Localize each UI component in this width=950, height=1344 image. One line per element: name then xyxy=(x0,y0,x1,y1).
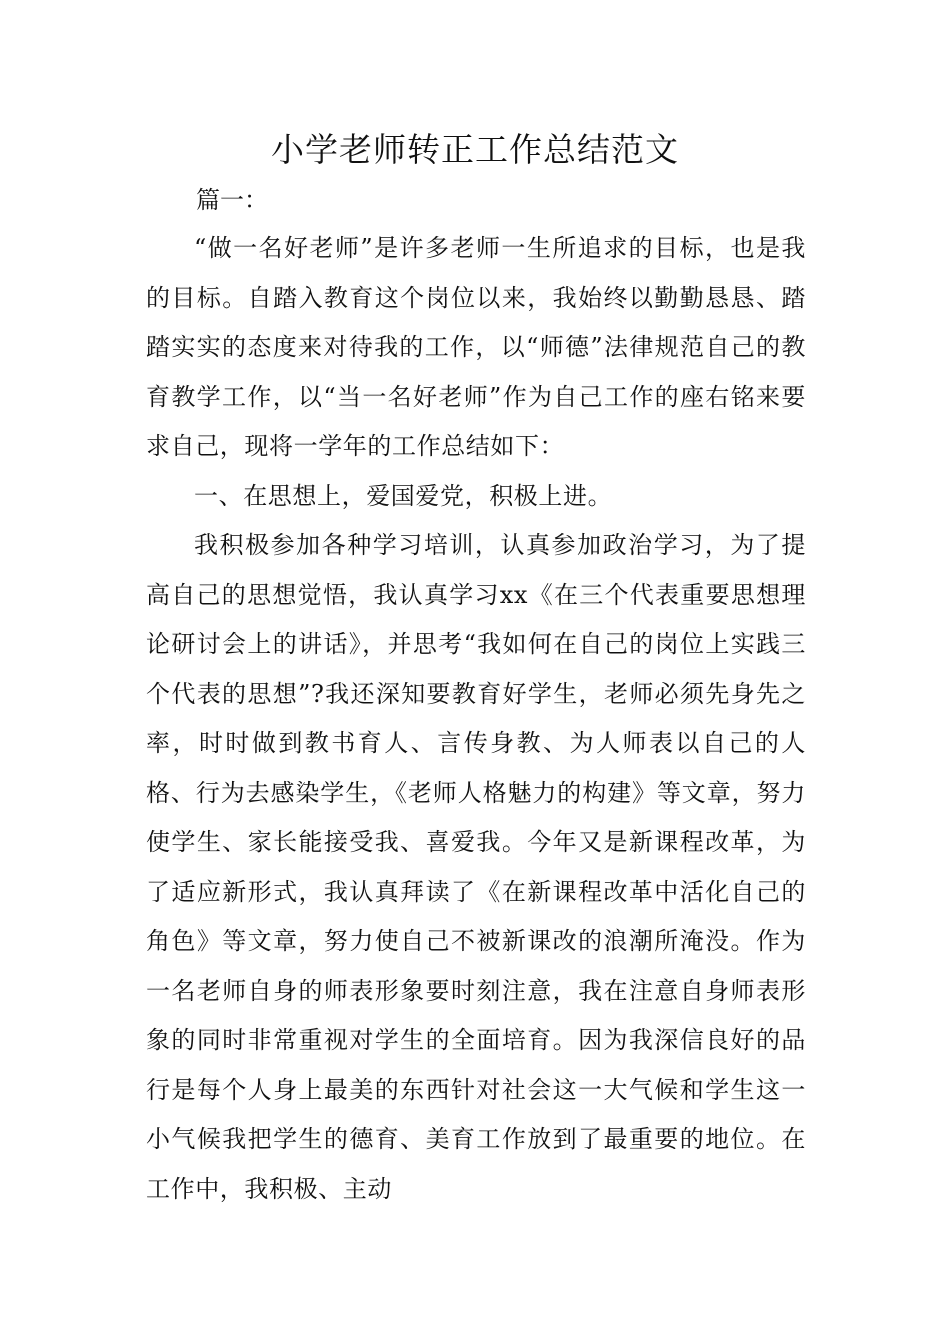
section-label: 篇一： xyxy=(196,186,268,214)
document-title: 小学老师转正工作总结范文 xyxy=(271,130,679,169)
paragraph-heading-1: 一、在思想上，爱国爱党，积极上进。 xyxy=(194,481,613,510)
paragraph-thought: 我积极参加各种学习培训，认真参加政治学习，为了提高自己的思想觉悟，我认真学习xx《在三个代表重要思想理论研讨会上的讲话》，并思考“我如何在自己的岗位上实践三个代表的思想”?我还深知要教育好学生，老师必须先身先之率，时时做到教书育人、言传身教、为人师表以自己的人格、行为去感染学生，《老师人格魅力的构建》等文章，努力使学生、家长能接受我、喜爱我。今年又是新课程改革，为了适应新形式，我认真拜读了《在新课程改革中活化自己的角色》等文章，努力使自己不被新课改的浪潮所淹没。作为一名老师自身的师表形象要时刻注意，我在注意自身师表形象的同时非常重视对学生的全面培育。因为我深信良好的品行是每个人身上最美的东西针对社会这一大气候和学生这一小气候我把学生的德育、美育工作放到了最重要的地位。在工作中，我积极、主动 xyxy=(146,531,806,1203)
document-body xyxy=(146,224,806,1214)
paragraph-intro: “做一名好老师”是许多老师一生所追求的目标，也是我的目标。自踏入教育这个岗位以来，我始终以勤勤恳恳、踏踏实实的态度来对待我的工作，以“师德”法律规范自己的教育教学工作，以“当一名好老师”作为自己工作的座右铭来要求自己，现将一学年的工作总结如下： xyxy=(146,234,806,460)
